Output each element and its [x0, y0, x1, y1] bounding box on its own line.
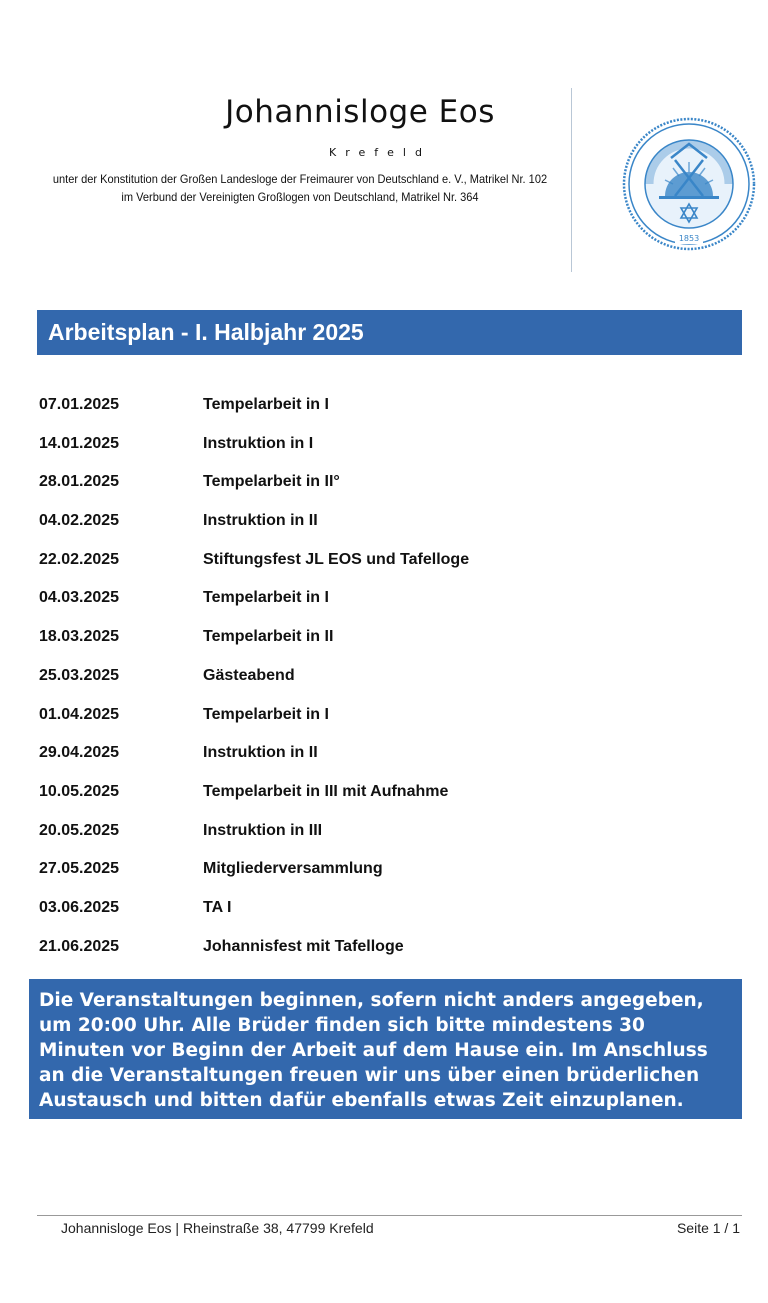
- schedule-row: [39, 589, 739, 628]
- schedule-event: Tempelarbeit in I: [203, 705, 329, 723]
- schedule-row: [39, 628, 739, 667]
- schedule-row: [39, 899, 739, 938]
- schedule-date: 28.01.2025: [39, 473, 120, 491]
- schedule-event: TA I: [203, 898, 232, 916]
- footer-rule: [37, 1215, 742, 1216]
- schedule-date: 25.03.2025: [39, 666, 120, 684]
- schedule-event: Johannisfest mit Tafelloge: [203, 937, 404, 955]
- plan-title: Arbeitsplan - I. Halbjahr 2025: [48, 319, 364, 345]
- schedule-row: [39, 706, 739, 745]
- association-line: im Verbund der Vereinigten Großlogen von Deutschland, Matrikel Nr. 364: [121, 190, 479, 204]
- schedule-row: [39, 744, 739, 783]
- schedule-row: [39, 473, 739, 512]
- schedule-date: 27.05.2025: [39, 860, 120, 878]
- schedule-event: Instruktion in III: [203, 821, 323, 839]
- schedule-event: Instruktion in II: [203, 512, 318, 530]
- schedule-date: 01.04.2025: [39, 705, 120, 723]
- schedule-event: Instruktion in I: [203, 434, 314, 452]
- schedule-event: Tempelarbeit in II: [203, 628, 334, 646]
- notice-text: Die Veranstaltungen beginnen, sofern nicht anders angegeben, um 20:00 Uhr. Alle Brüder finden sich bitte mindestens 30 Minuten vor Beginn der Arbeit auf dem Hause ein. Im Anschluss an die Veranstaltungen freuen wir uns über einen brüderlichen Austausch und bitten dafür ebenfalls etwas Zeit einzuplanen.: [39, 990, 708, 1111]
- footer-address: Johannisloge Eos | Rheinstraße 38, 47799 Krefeld: [61, 1220, 374, 1236]
- schedule-row: [39, 551, 739, 590]
- schedule-list: [39, 396, 739, 976]
- schedule-event: Tempelarbeit in I: [203, 589, 329, 607]
- schedule-date: 29.04.2025: [39, 744, 120, 762]
- schedule-date: 10.05.2025: [39, 782, 120, 800]
- constitution-line: unter der Konstitution der Großen Landesloge der Freimaurer von Deutschland e. V., Matrikel Nr. 102: [52, 172, 548, 186]
- schedule-date: 03.06.2025: [39, 898, 120, 916]
- header-divider: [571, 88, 572, 272]
- plan-header-bar: [37, 310, 742, 355]
- schedule-date: 22.02.2025: [39, 550, 120, 568]
- schedule-row: [39, 938, 739, 977]
- schedule-event: Gästeabend: [203, 666, 295, 684]
- schedule-event: Tempelarbeit in I: [203, 396, 329, 413]
- schedule-row: [39, 512, 739, 551]
- schedule-row: [39, 783, 739, 822]
- schedule-date: 07.01.2025: [39, 396, 120, 413]
- lodge-seal-icon: [621, 116, 757, 252]
- notice-box: [29, 979, 742, 1119]
- lodge-city: Krefeld: [329, 146, 431, 159]
- svg-text:1853: 1853: [678, 234, 700, 243]
- schedule-event: Mitgliederversammlung: [203, 860, 383, 878]
- schedule-date: 14.01.2025: [39, 434, 120, 452]
- schedule-row: [39, 822, 739, 861]
- schedule-date: 20.05.2025: [39, 821, 120, 839]
- schedule-row: [39, 435, 739, 474]
- schedule-event: Stiftungsfest JL EOS und Tafelloge: [203, 550, 470, 568]
- schedule-event: Instruktion in II: [203, 744, 318, 762]
- schedule-date: 04.02.2025: [39, 512, 120, 530]
- schedule-row: [39, 860, 739, 899]
- schedule-row: [39, 667, 739, 706]
- schedule-row: [39, 396, 739, 435]
- schedule-date: 18.03.2025: [39, 628, 120, 646]
- schedule-event: Tempelarbeit in II°: [203, 473, 340, 491]
- schedule-date: 21.06.2025: [39, 937, 120, 955]
- lodge-title: Johannisloge Eos: [225, 94, 495, 130]
- schedule-date: 04.03.2025: [39, 589, 120, 607]
- footer-page-number: Seite 1 / 1: [676, 1220, 740, 1236]
- schedule-event: Tempelarbeit in III mit Aufnahme: [203, 782, 449, 800]
